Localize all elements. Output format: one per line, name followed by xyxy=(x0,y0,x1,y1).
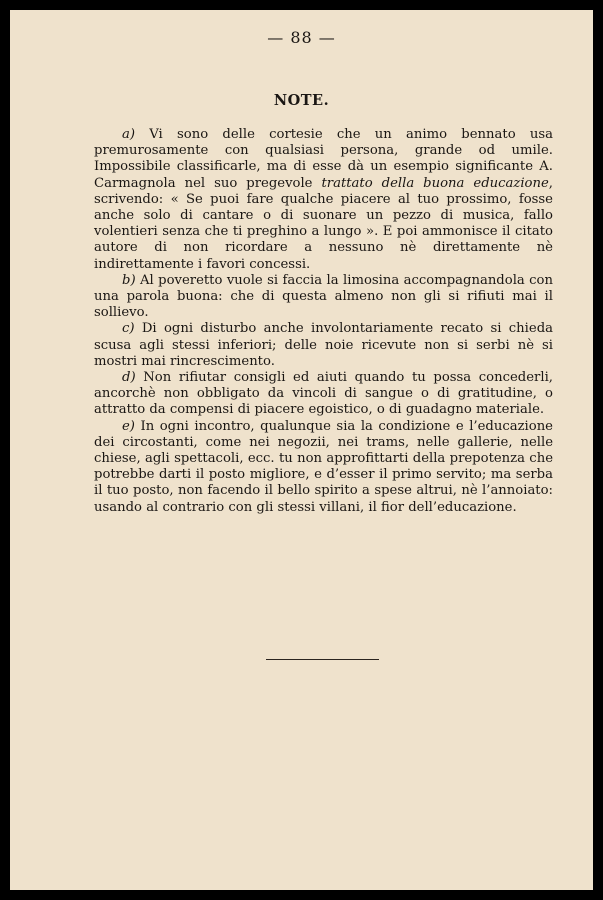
closing-rule xyxy=(266,659,379,660)
note-text: Vi sono delle cortesie che un animo bennato usa premurosamente con qualsiasi persona, grande od umile. Impossibile classificarle, ma di esse dà un esempio significante A. Carmagnola nel suo pregevole xyxy=(94,127,553,191)
note-letter: c) xyxy=(122,321,135,337)
note-a xyxy=(94,127,553,273)
note-text: Non rifiutar consigli ed aiuti quando tu possa concederli, ancorchè non obbligato da vincoli di sangue o di gratitudine, o attratto da compensi di piacere egoistico, o di guadagno materiale. xyxy=(94,370,553,418)
note-e xyxy=(94,419,553,516)
notes-body xyxy=(94,127,553,516)
note-b xyxy=(94,273,553,322)
note-letter: b) xyxy=(122,272,136,288)
note-text: Al poveretto vuole si faccia la limosina accompagnandola con una parola buona: che di questa almeno non gli si rifiuti mai il sollievo. xyxy=(94,272,553,321)
note-text: In ogni incontro, qualunque sia la condizione e l’educazione dei circostanti, come nei negozii, nei trams, nelle gallerie, nelle chiese, agli spettacoli, ecc. tu non approfittarti della prepotenza che potrebbe darti il posto migliore, e d’esser il primo servito; ma serba il tuo posto, non facendo il bello spirito a spese altrui, nè l’annoiato: usando al contrario con gli stessi villani, il fior dell’educazione. xyxy=(94,418,553,515)
page-number: — 88 — xyxy=(267,28,336,47)
note-letter: a) xyxy=(122,127,136,142)
book-title: trattato della buona educazione xyxy=(321,175,549,191)
note-text: Di ogni disturbo anche involontariamente recato si chieda scusa agli stessi inferiori; delle noie ricevute non si serbi nè si mostri mai rincrescimento. xyxy=(94,321,553,369)
book-page xyxy=(10,10,593,890)
note-c xyxy=(94,321,553,370)
note-d xyxy=(94,370,553,419)
note-letter: d) xyxy=(122,370,136,386)
note-letter: e) xyxy=(122,418,135,434)
notes-heading: NOTE. xyxy=(273,92,330,109)
note-text: , scrivendo: « Se puoi fare qualche piacere al tuo prossimo, fosse anche solo di cantare o di suonare un pezzo di musica, fallo volentieri senza che ti preghino a lungo ». E poi ammonisce il citato autore di non ricordare a nessuno nè direttamente nè indirettamente i favori concessi. xyxy=(94,175,553,272)
